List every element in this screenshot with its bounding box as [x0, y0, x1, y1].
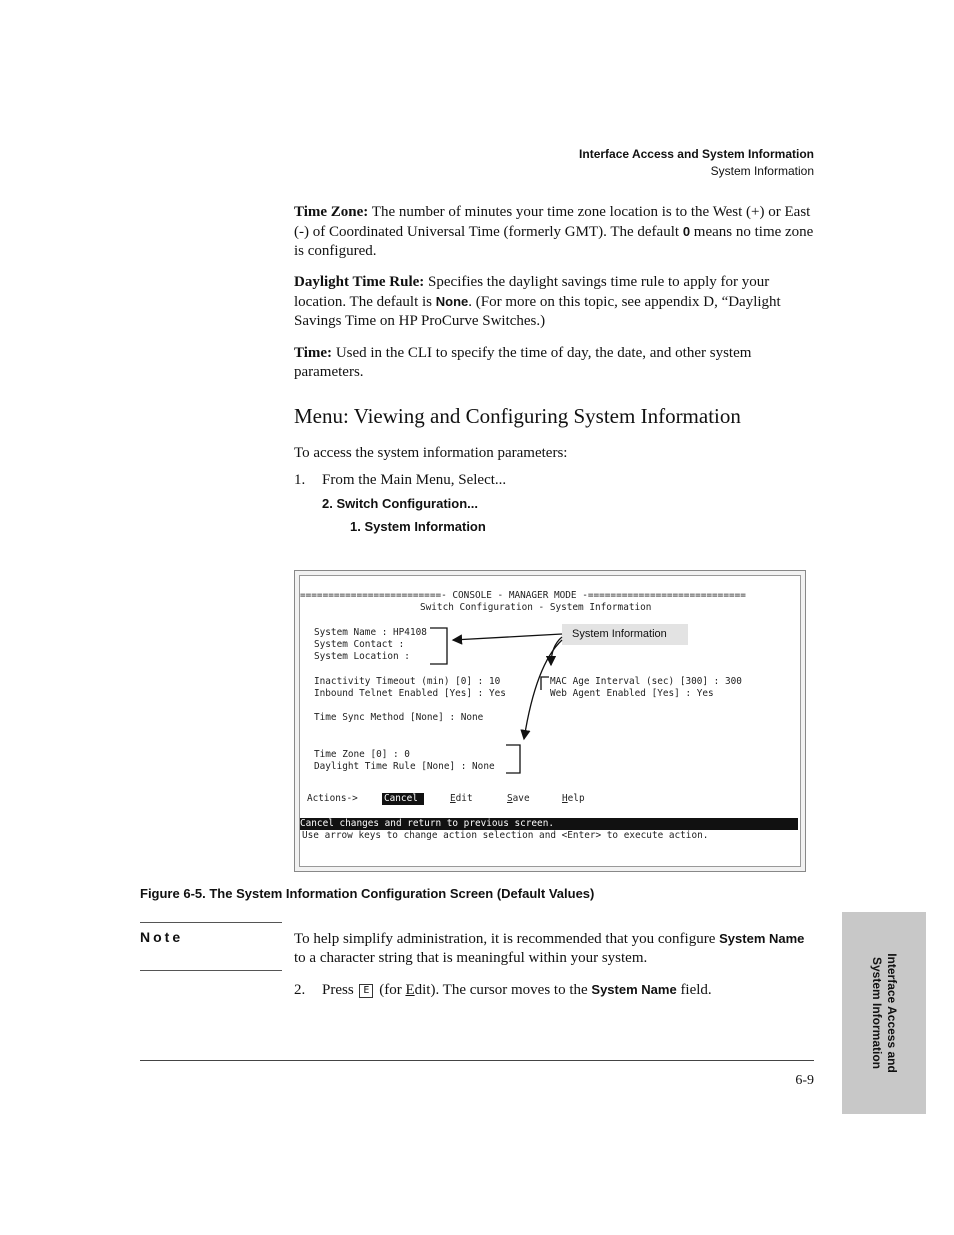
time-zone-bracket [506, 745, 520, 773]
step-2-cursor: dit). The cursor moves to the [414, 982, 592, 998]
console-actions-label: Actions-> [307, 793, 358, 804]
chapter-thumb-tab [842, 912, 926, 1114]
console-status-line: Cancel changes and return to previous screen. [300, 818, 798, 830]
note-bottom-rule [140, 970, 282, 971]
time-zone-text: The number of minutes your time zone location is to the West (+) or East (-) of Coordinated Universal Time (formerly GMT). The default [294, 204, 811, 240]
note-system-name: System Name [719, 931, 805, 946]
daylight-rule-default: None [435, 294, 469, 309]
console-cancel-action[interactable]: Cancel [382, 793, 424, 805]
step-2-press: Press [322, 982, 358, 998]
section-heading: Menu: Viewing and Configuring System Information [294, 404, 741, 428]
step-1-text: From the Main Menu, Select... [322, 472, 507, 488]
console-system-location: System Location : [314, 651, 410, 662]
step-2-number: 2. [294, 982, 306, 998]
console-hint-line: Use arrow keys to change action selection and <Enter> to execute action. [302, 830, 709, 841]
page-number: 6-9 [795, 1073, 814, 1088]
menu-path-system-information: 1. System Information [350, 519, 486, 534]
time-zone-default: 0 [682, 224, 691, 239]
note-label: Note [140, 929, 184, 945]
system-fields-bracket [430, 628, 447, 664]
step-2-edit-hotkey: E [405, 982, 415, 998]
running-header-section: System Information [710, 164, 814, 178]
chapter-thumb-line-2: System Information [870, 956, 884, 1070]
note-text-end: to a character string that is meaningful within your system. [294, 950, 648, 966]
step-1-number: 1. [294, 472, 306, 488]
menu-path-switch-configuration: 2. Switch Configuration... [322, 496, 478, 511]
system-information-callout: System Information [562, 624, 688, 645]
console-save-rest: ave [512, 793, 530, 804]
time-zone-term: Time Zone: [294, 204, 369, 220]
console-system-name: System Name : HP4108 [314, 627, 427, 638]
e-key-icon: E [359, 984, 373, 998]
step-2-system-name: System Name [591, 982, 677, 997]
step-2-for: (for [375, 982, 406, 998]
console-web-agent: Web Agent Enabled [Yes] : Yes [550, 688, 714, 699]
console-inactivity-timeout: Inactivity Timeout (min) [0] : 10 [314, 676, 501, 687]
console-save-hotkey: S [507, 793, 513, 804]
chapter-thumb-line-1: Interface Access and [885, 953, 899, 1073]
chapter-thumb-label [869, 953, 899, 1073]
time-text: Used in the CLI to specify the time of day, the date, and other system parameters. [294, 345, 752, 380]
step-2-text [322, 982, 712, 999]
console-edit-rest: dit [455, 793, 473, 804]
mac-age-bracket [541, 677, 549, 690]
console-inbound-telnet: Inbound Telnet Enabled [Yes] : Yes [314, 688, 506, 699]
console-banner: =========================- CONSOLE - MANAGER MODE -============================ [300, 590, 746, 601]
console-time-zone: Time Zone [0] : 0 [314, 749, 410, 760]
note-top-rule [140, 922, 282, 923]
daylight-rule-text: Specifies the daylight savings time rule to apply for your location. The default is [294, 274, 770, 310]
note-text [294, 929, 814, 968]
arrow-to-time-zone [524, 640, 562, 739]
console-daylight-time-rule: Daylight Time Rule [None] : None [314, 761, 495, 772]
console-time-sync-method: Time Sync Method [None] : None [314, 712, 484, 723]
console-system-contact: System Contact : [314, 639, 405, 650]
daylight-rule-text-end: . (For more on this topic, see appendix D, “Daylight Savings Time on HP ProCurve Switches.) [294, 294, 781, 329]
figure-caption: Figure 6-5. The System Information Configuration Screen (Default Values) [140, 886, 595, 901]
footer-rule [140, 1060, 814, 1061]
note-text-start: To help simplify administration, it is recommended that you configure [294, 931, 720, 947]
time-term: Time: [294, 345, 333, 361]
intro-text: To access the system information parameters: [294, 445, 568, 461]
console-screen-title: Switch Configuration - System Information [420, 602, 652, 613]
console-edit-hotkey: E [450, 793, 456, 804]
console-help-rest: elp [567, 793, 585, 804]
console-help-hotkey: H [562, 793, 568, 804]
running-header-chapter: Interface Access and System Information [579, 147, 814, 161]
arrow-to-system-fields [453, 634, 562, 640]
console-mac-age-interval: MAC Age Interval (sec) [300] : 300 [550, 676, 742, 687]
time-zone-text-end: means no time zone is configured. [294, 224, 814, 259]
step-2-end: field. [676, 982, 712, 998]
daylight-rule-term: Daylight Time Rule: [294, 274, 425, 290]
